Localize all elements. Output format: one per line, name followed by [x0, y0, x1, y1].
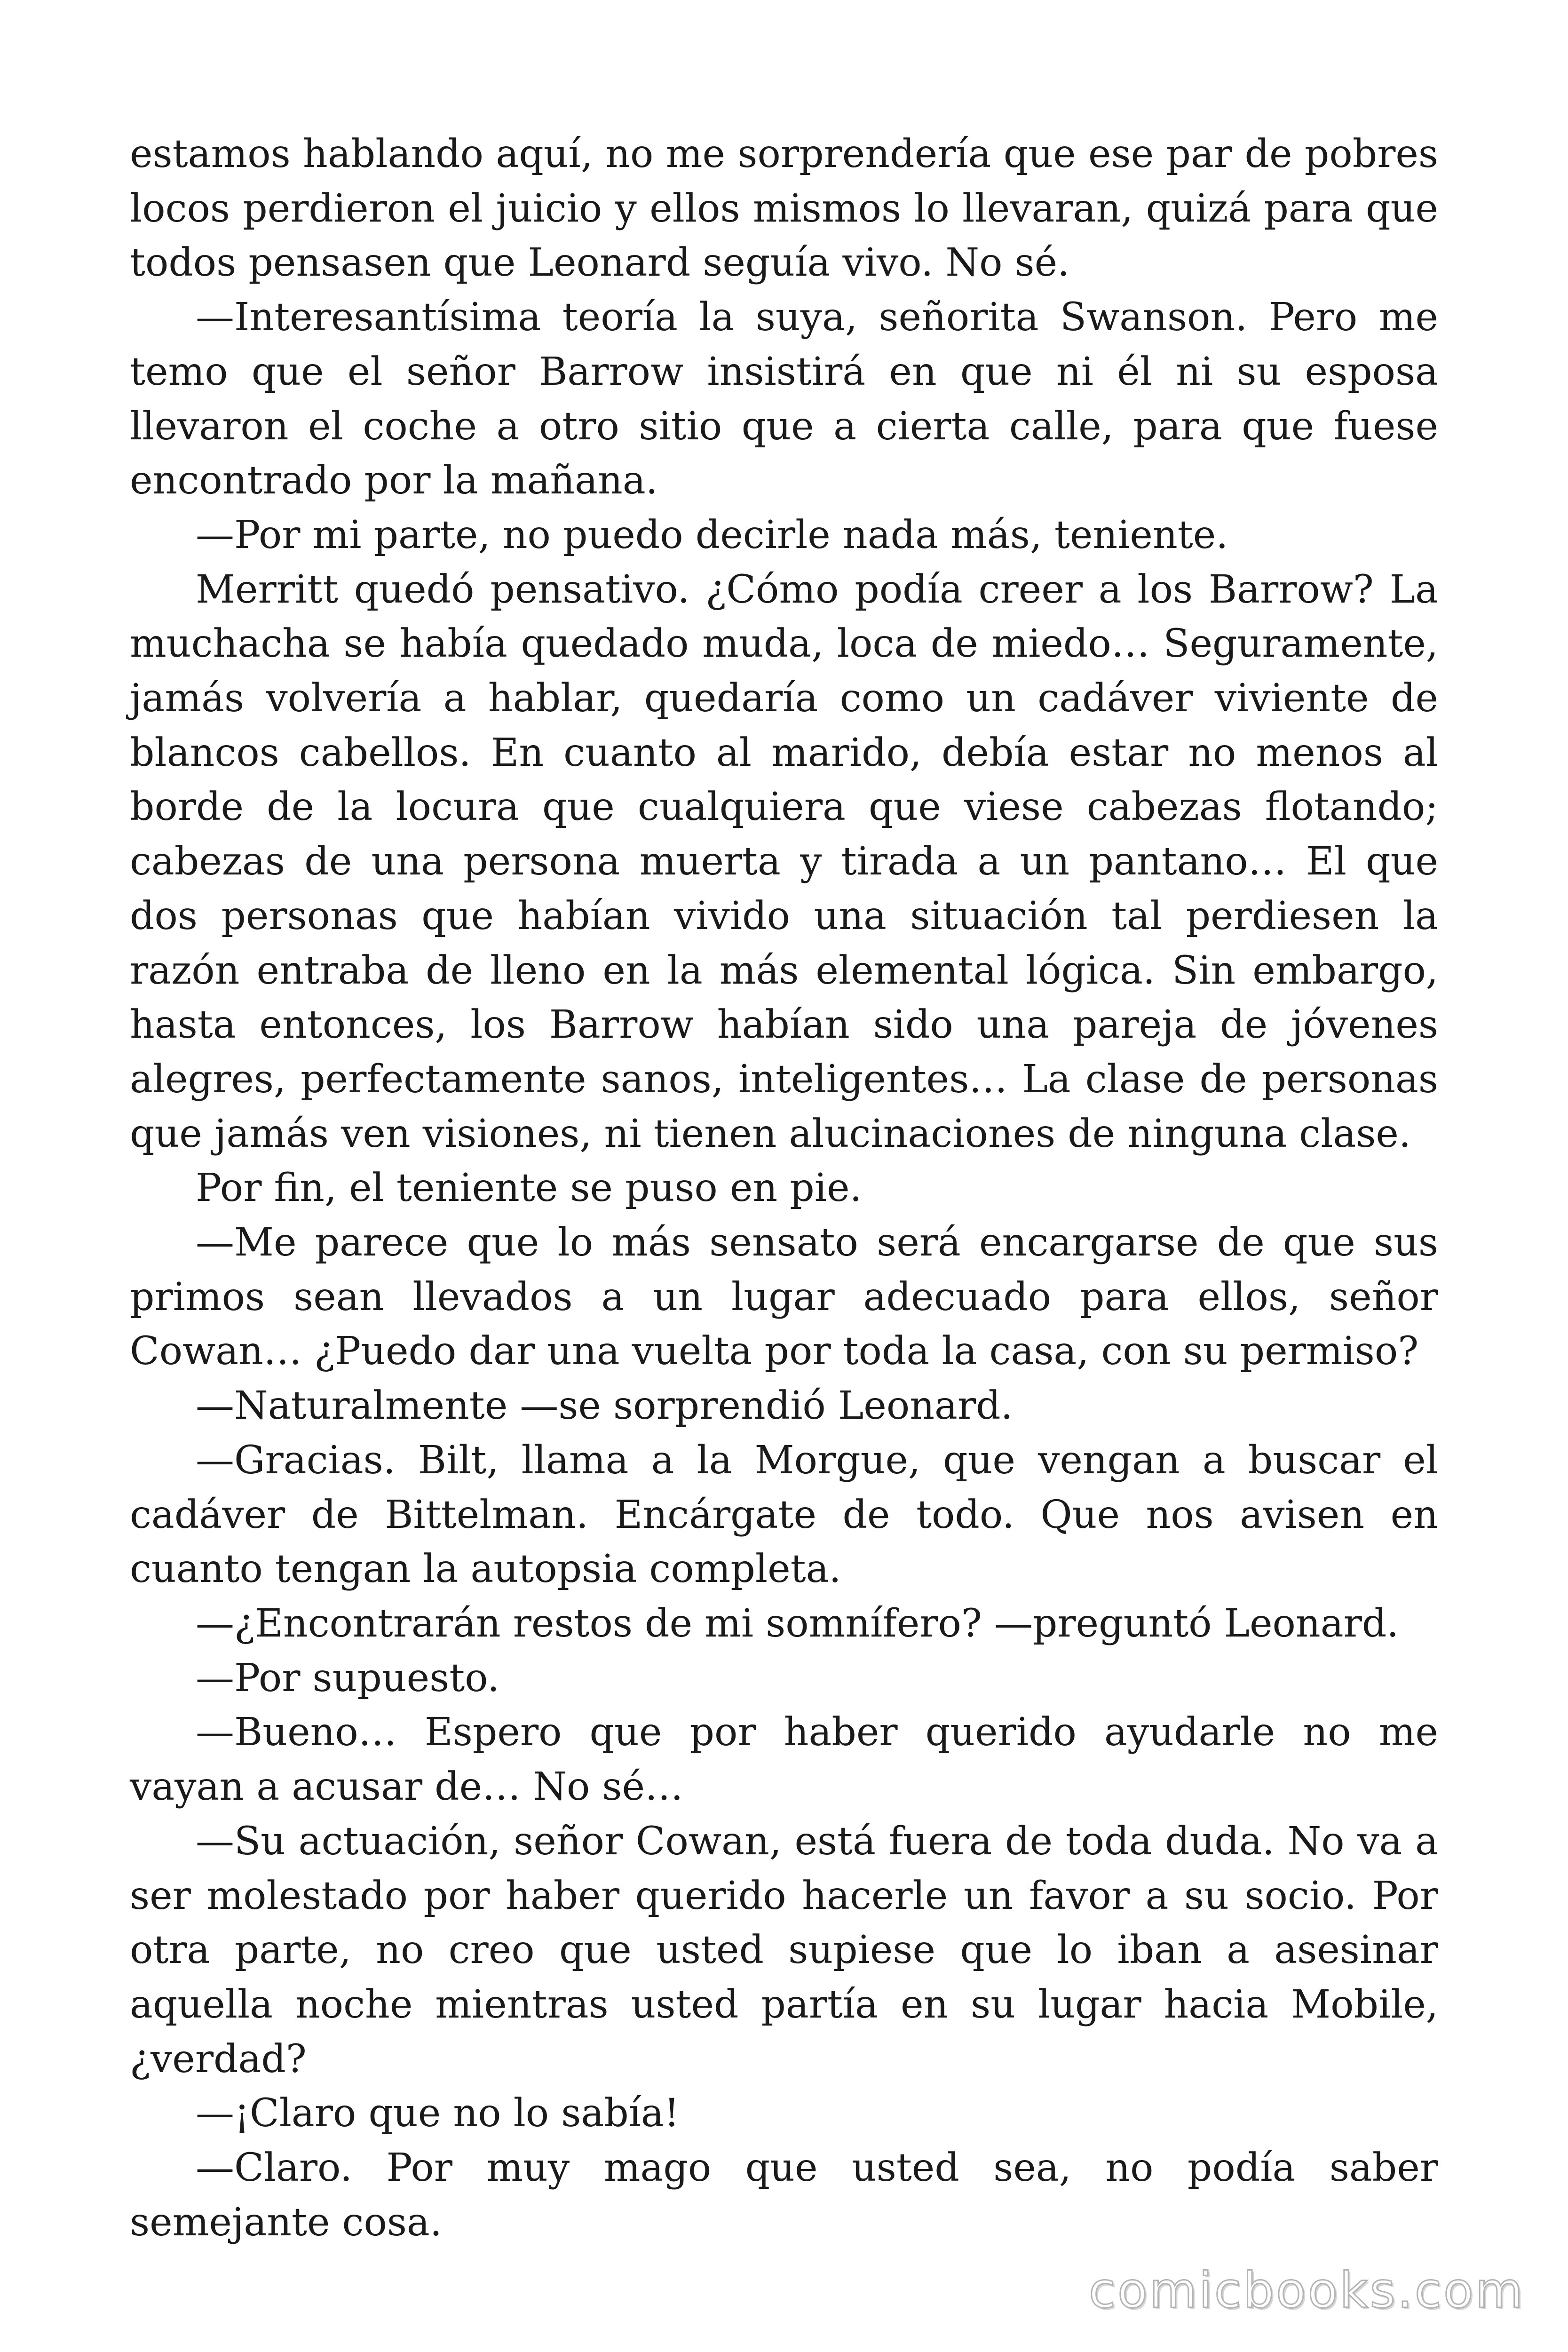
- paragraph-continuation: estamos hablando aquí, no me sorprendería que ese par de pobres locos perdieron el juicio y ellos mismos lo llevaran, quizá para que todos pensasen que Leonard seguía vivo. No sé.: [130, 132, 1438, 286]
- paragraph: —Por supuesto.: [196, 1655, 500, 1700]
- paragraph: —Bueno… Espero que por haber querido ayudarle no me vayan a acusar de… No sé…: [130, 1710, 1438, 1810]
- paragraph: —Por mi parte, no puedo decirle nada más, teniente.: [196, 512, 1228, 557]
- paragraph: —Me parece que lo más sensato será encargarse de que sus primos sean llevados a un lugar adecuado para ellos, señor Cowan… ¿Puedo dar una vuelta por toda la casa, con su permiso?: [130, 1220, 1438, 1374]
- book-page: [130, 127, 1438, 2245]
- paragraph: —¿Encontrarán restos de mi somnífero? —preguntó Leonard.: [196, 1601, 1399, 1646]
- paragraph: Merritt quedó pensativo. ¿Cómo podía creer a los Barrow? La muchacha se había quedado muda, loca de miedo… Seguramente, jamás volvería a hablar, quedaría como un cadáver viviente de blancos cabellos. En cuanto al marido, debía estar no menos al borde de la locura que cualquiera que viese cabezas flotando; cabezas de una persona muerta y tirada a un pantano… El que dos personas que habían vivido una situación tal perdiesen la razón entraba de lleno en la más elemental lógica. Sin embargo, hasta entonces, los Barrow habían sido una pareja de jóvenes alegres, perfectamente sanos, inteligentes… La clase de personas que jamás ven visiones, ni tienen alucinaciones de ninguna clase.: [130, 567, 1438, 1156]
- paragraph: Por fin, el teniente se puso en pie.: [196, 1166, 862, 1211]
- paragraph: —Su actuación, señor Cowan, está fuera de toda duda. No va a ser molestado por haber querido hacerle un favor a su socio. Por otra parte, no creo que usted supiese que lo iban a asesinar aquella noche mientras usted partía en su lugar hacia Mobile, ¿verdad?: [130, 1819, 1438, 2082]
- paragraph: —Claro. Por muy mago que usted sea, no podía saber semejante cosa.: [130, 2145, 1438, 2245]
- watermark: comicbooks.com: [1088, 2262, 1525, 2319]
- paragraph: —Gracias. Bilt, llama a la Morgue, que vengan a buscar el cadáver de Bittelman. Encárgate de todo. Que nos avisen en cuanto tengan la autopsia completa.: [130, 1438, 1438, 1592]
- paragraph: —Interesantísima teoría la suya, señorita Swanson. Pero me temo que el señor Barrow insistirá en que ni él ni su esposa llevaron el coche a otro sitio que a cierta calle, para que fuese encontrado por la mañana.: [130, 295, 1438, 503]
- paragraph: —Naturalmente —se sorprendió Leonard.: [196, 1383, 1013, 1429]
- paragraph: —¡Claro que no lo sabía!: [196, 2091, 680, 2136]
